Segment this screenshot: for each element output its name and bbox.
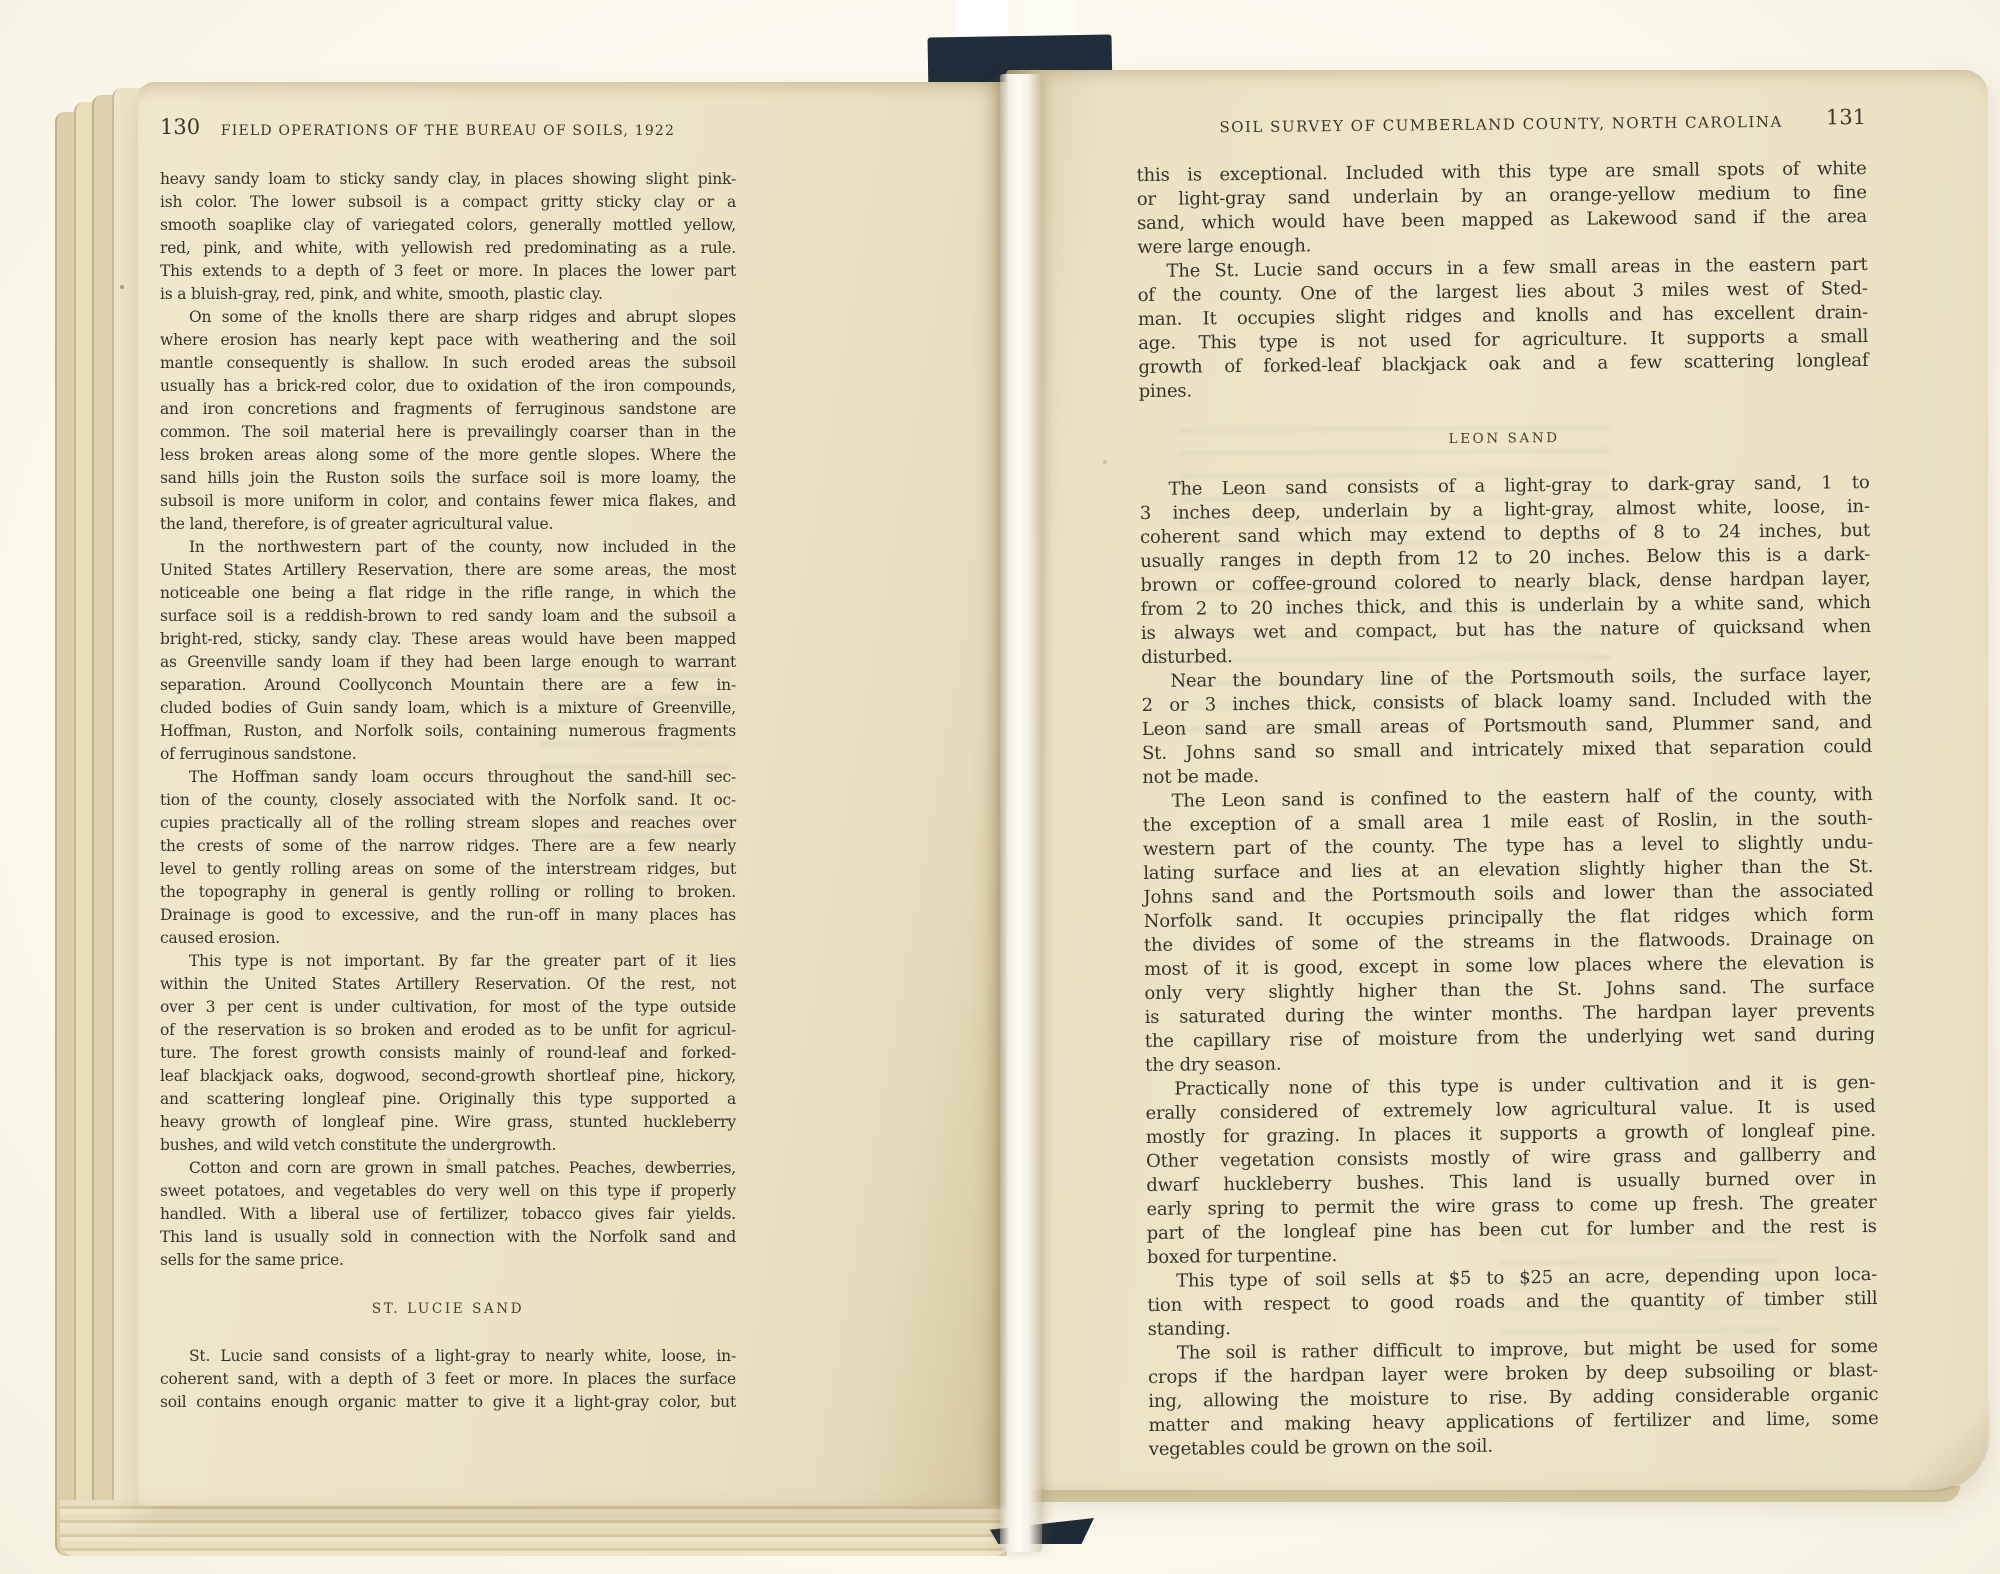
text-line: usually has a brick-red color, due to oxidation of the iron compounds, bbox=[160, 377, 736, 395]
text-line: bushes, and wild vetch constitute the undergrowth. bbox=[160, 1136, 557, 1154]
text-line: age. This type is not used for agriculture. It supports a small bbox=[1138, 325, 1869, 354]
text-line: mantle consequently is shallow. In such eroded areas the subsoil bbox=[160, 354, 736, 372]
text-line: western part of the county. The type has a level to slightly undu- bbox=[1142, 831, 1874, 860]
section-heading: LEON SAND bbox=[1448, 429, 1560, 448]
text-line: within the United States Artillery Reservation. Of the rest, not bbox=[160, 975, 736, 993]
text-line: of the reservation is so broken and eroded as to be unfit for agricul- bbox=[160, 1021, 736, 1039]
text-line: early spring to permit the wire grass to come up fresh. The greater bbox=[1146, 1191, 1877, 1220]
text-line: this is exceptional. Included with this type are small spots of white bbox=[1136, 157, 1867, 186]
paragraph bbox=[160, 1345, 736, 1414]
text-line: Hoffman, Ruston, and Norfolk soils, containing numerous fragments bbox=[160, 722, 736, 740]
text-line: surface soil is a reddish-brown to red sandy loam and the subsoil a bbox=[160, 607, 736, 625]
text-line: and scattering longleaf pine. Originally this type supported a bbox=[160, 1090, 736, 1108]
right-running-title: SOIL SURVEY OF CUMBERLAND COUNTY, NORTH CAROLINA bbox=[1219, 112, 1783, 137]
text-line: of ferruginous sandstone. bbox=[160, 745, 357, 763]
text-line: The Leon sand consists of a light-gray to dark-gray sand, 1 to bbox=[1168, 471, 1870, 500]
text-line: level to gently rolling areas on some of the interstream ridges, but bbox=[160, 860, 736, 878]
text-line: the divides of some of the streams in the flatwoods. Drainage on bbox=[1143, 927, 1875, 956]
text-line: ture. The forest growth consists mainly of round-leaf and forked- bbox=[160, 1044, 736, 1062]
left-running-title: FIELD OPERATIONS OF THE BUREAU OF SOILS, 1922 bbox=[220, 123, 676, 139]
text-line: 3 inches deep, underlain by a light-gray, almost white, loose, in- bbox=[1139, 495, 1870, 524]
text-line: usually ranges in depth from 12 to 20 inches. Below this is a dark- bbox=[1140, 543, 1871, 572]
text-line: separation. Around Coollyconch Mountain there are a few in- bbox=[160, 676, 736, 694]
text-line: boxed for turpentine. bbox=[1146, 1245, 1338, 1268]
folded-corner bbox=[1906, 1400, 1990, 1492]
text-line: coherent sand, with a depth of 3 feet or more. In places the surface bbox=[160, 1370, 736, 1388]
text-line: ing, allowing the moisture to rise. By adding considerable organic bbox=[1148, 1383, 1879, 1412]
text-line: cupies practically all of the rolling stream slopes and reaches over bbox=[160, 814, 736, 832]
text-line: erally considered of extremely low agricultural value. It is used bbox=[1145, 1095, 1876, 1124]
text-line: man. It occupies slight ridges and knolls and has excellent drain- bbox=[1137, 301, 1869, 330]
right-page-number: 131 bbox=[1825, 104, 1867, 130]
paragraph bbox=[1142, 783, 1875, 1078]
paragraph bbox=[1136, 157, 1867, 260]
paragraph bbox=[1137, 253, 1868, 404]
paragraph bbox=[1141, 663, 1872, 790]
text-line: subsoil is more uniform in color, and contains fewer mica flakes, and bbox=[160, 492, 736, 510]
text-line: 2 or 3 inches thick, consists of black loamy sand. Included with the bbox=[1141, 687, 1872, 716]
paragraph bbox=[160, 168, 736, 306]
text-line: ish color. The lower subsoil is a compact gritty sticky clay or a bbox=[160, 193, 736, 211]
text-line: common. The soil material here is prevailingly coarser than in the bbox=[160, 423, 736, 441]
text-line: as Greenville sandy loam if they had been large enough to warrant bbox=[160, 653, 736, 671]
right-page-blocks bbox=[1136, 157, 1878, 1462]
text-line: In the northwestern part of the county, now included in the bbox=[189, 538, 736, 556]
text-line: tion of the county, closely associated with the Norfolk sand. It oc- bbox=[160, 791, 736, 809]
text-line: This type of soil sells at $5 to $25 an acre, depending upon loca- bbox=[1176, 1263, 1878, 1292]
text-line: of the county. One of the largest lies about 3 miles west of Sted- bbox=[1137, 277, 1868, 306]
left-page-text bbox=[160, 115, 736, 1414]
text-line: the crests of some of the narrow ridges. There are a few nearly bbox=[160, 837, 736, 855]
text-line: St. Johns sand so small and intricately mixed that separation could bbox=[1142, 735, 1873, 764]
text-line: not be made. bbox=[1142, 765, 1260, 788]
dust-speck bbox=[120, 285, 124, 289]
text-line: Near the boundary line of the Portsmouth soils, the surface layer, bbox=[1170, 663, 1872, 692]
text-line: This extends to a depth of 3 feet or more. In places the lower part bbox=[160, 262, 736, 280]
text-line: Norfolk sand. It occupies principally the flat ridges which form bbox=[1143, 903, 1874, 932]
text-line: most of it is good, except in some low places where the elevation is bbox=[1144, 951, 1875, 980]
text-line: lating surface and lies at an elevation slightly higher than the St. bbox=[1143, 855, 1874, 884]
text-line: is saturated during the winter months. The hardpan layer prevents bbox=[1144, 999, 1875, 1028]
text-line: and iron concretions and fragments of ferruginous sandstone are bbox=[160, 400, 736, 418]
text-line: tion with respect to good roads and the quantity of timber still bbox=[1147, 1287, 1878, 1316]
text-line: sand, which would have been mapped as Lakewood sand if the area bbox=[1136, 205, 1868, 234]
text-line: matter and making heavy applications of fertilizer and lime, some bbox=[1148, 1407, 1879, 1436]
text-line: from 2 to 20 inches thick, and this is underlain by a white sand, which bbox=[1140, 591, 1871, 620]
paragraph bbox=[160, 950, 736, 1157]
text-line: pines. bbox=[1138, 380, 1193, 402]
paragraph bbox=[1145, 1071, 1877, 1270]
text-line: brown or coffee-ground colored to nearly black, dense hardpan layer, bbox=[1140, 567, 1871, 596]
right-page-text bbox=[1136, 104, 1879, 1462]
text-line: Leon sand are small areas of Portsmouth sand, Plummer sand, and bbox=[1141, 711, 1872, 740]
text-line: mostly for grazing. In places it supports a growth of longleaf pine. bbox=[1145, 1119, 1876, 1148]
paragraph bbox=[1139, 471, 1871, 670]
text-line: the capillary rise of moisture from the underlying wet sand during bbox=[1144, 1023, 1875, 1052]
text-line: heavy sandy loam to sticky sandy clay, in places showing slight pink- bbox=[160, 170, 736, 188]
text-line: noticeable one being a flat ridge in the rifle range, in which the bbox=[160, 584, 736, 602]
text-line: the dry season. bbox=[1145, 1053, 1282, 1076]
text-line: only very slightly higher than the St. Johns sand. The surface bbox=[1144, 975, 1875, 1004]
text-line: is a bluish-gray, red, pink, and white, smooth, plastic clay. bbox=[160, 285, 603, 303]
text-line: Practically none of this type is under cultivation and it is gen- bbox=[1174, 1071, 1876, 1100]
text-line: heavy growth of longleaf pine. Wire grass, stunted huckleberry bbox=[160, 1113, 736, 1131]
text-line: sand hills join the Ruston soils the surface soil is more loamy, the bbox=[160, 469, 736, 487]
section-heading: ST. LUCIE SAND bbox=[371, 1301, 525, 1317]
text-line: over 3 per cent is under cultivation, for most of the type outside bbox=[160, 998, 736, 1016]
text-line: vegetables could be grown on the soil. bbox=[1148, 1435, 1493, 1460]
paragraph bbox=[160, 1157, 736, 1272]
text-line: The Hoffman sandy loam occurs throughout the sand-hill sec- bbox=[189, 768, 736, 786]
text-line: sweet potatoes, and vegetables do very well on this type if properly bbox=[160, 1182, 736, 1200]
text-line: standing. bbox=[1147, 1318, 1231, 1340]
text-line: The soil is rather difficult to improve, but might be used for some bbox=[1176, 1335, 1878, 1364]
paragraph bbox=[160, 536, 736, 766]
text-line: The St. Lucie sand occurs in a few small areas in the eastern part bbox=[1166, 253, 1868, 282]
text-line: The Leon sand is confined to the eastern half of the county, with bbox=[1171, 783, 1873, 812]
left-page-number: 130 bbox=[160, 115, 201, 139]
page-stack-bottom-edge bbox=[60, 1500, 1005, 1556]
gutter-tissue-strip bbox=[1000, 74, 1042, 1552]
text-line: disturbed. bbox=[1141, 646, 1233, 668]
paragraph bbox=[160, 306, 736, 536]
text-line: Johns sand and the Portsmouth soils and lower than the associated bbox=[1143, 879, 1874, 908]
text-line: growth of forked-leaf blackjack oak and a few scattering longleaf bbox=[1138, 349, 1869, 378]
text-line: cluded bodies of Guin sandy loam, which is a mixture of Greenville, bbox=[160, 699, 736, 717]
text-line: the exception of a small area 1 mile east of Roslin, in the south- bbox=[1142, 807, 1873, 836]
text-line: On some of the knolls there are sharp ridges and abrupt slopes bbox=[189, 308, 736, 326]
paragraph bbox=[1148, 1335, 1879, 1462]
left-page-blocks bbox=[160, 168, 736, 1414]
text-line: This land is usually sold in connection with the Norfolk sand and bbox=[160, 1228, 736, 1246]
text-line: crops if the hardpan layer were broken by deep subsoiling or blast- bbox=[1148, 1359, 1879, 1388]
text-line: less broken areas along some of the more gentle slopes. Where the bbox=[160, 446, 736, 464]
text-line: part of the longleaf pine has been cut for lumber and the rest is bbox=[1146, 1215, 1877, 1244]
text-line: This type is not important. By far the greater part of it lies bbox=[189, 952, 736, 970]
text-line: coherent sand which may extend to depths of 8 to 24 inches, but bbox=[1139, 519, 1871, 548]
text-line: bright-red, sticky, sandy clay. These areas would have been mapped bbox=[160, 630, 736, 648]
text-line: leaf blackjack oaks, dogwood, second-growth shortleaf pine, hickory, bbox=[160, 1067, 736, 1085]
text-line: sells for the same price. bbox=[160, 1251, 344, 1269]
text-line: the topography in general is gently rolling or rolling to broken. bbox=[160, 883, 736, 901]
text-line: the land, therefore, is of greater agricultural value. bbox=[160, 515, 554, 533]
text-line: Cotton and corn are grown in small patches. Peaches, dewberries, bbox=[189, 1159, 736, 1177]
text-line: Drainage is good to excessive, and the run-off in many places has bbox=[160, 906, 736, 924]
paragraph bbox=[160, 766, 736, 950]
text-line: soil contains enough organic matter to give it a light-gray color, but bbox=[160, 1393, 736, 1411]
paragraph bbox=[1147, 1263, 1878, 1342]
text-line: handled. With a liberal use of fertilizer, tobacco gives fair yields. bbox=[160, 1205, 736, 1223]
text-line: caused erosion. bbox=[160, 929, 280, 947]
text-line: United States Artillery Reservation, there are some areas, the most bbox=[160, 561, 736, 579]
text-line: dwarf huckleberry bushes. This land is usually burned over in bbox=[1146, 1167, 1877, 1196]
text-line: St. Lucie sand consists of a light-gray to nearly white, loose, in- bbox=[189, 1347, 736, 1365]
text-line: where erosion has nearly kept pace with weathering and the soil bbox=[160, 331, 736, 349]
text-line: were large enough. bbox=[1137, 235, 1312, 258]
text-line: is always wet and compact, but has the nature of quicksand when bbox=[1140, 615, 1872, 644]
text-line: Other vegetation consists mostly of wire grass and gallberry and bbox=[1145, 1143, 1877, 1172]
text-line: red, pink, and white, with yellowish red predominating as a rule. bbox=[160, 239, 736, 257]
dust-speck bbox=[1103, 460, 1107, 464]
text-line: or light-gray sand underlain by an orange-yellow medium to fine bbox=[1136, 181, 1867, 210]
text-line: smooth soaplike clay of variegated colors, generally mottled yellow, bbox=[160, 216, 736, 234]
left-running-head bbox=[160, 115, 736, 144]
